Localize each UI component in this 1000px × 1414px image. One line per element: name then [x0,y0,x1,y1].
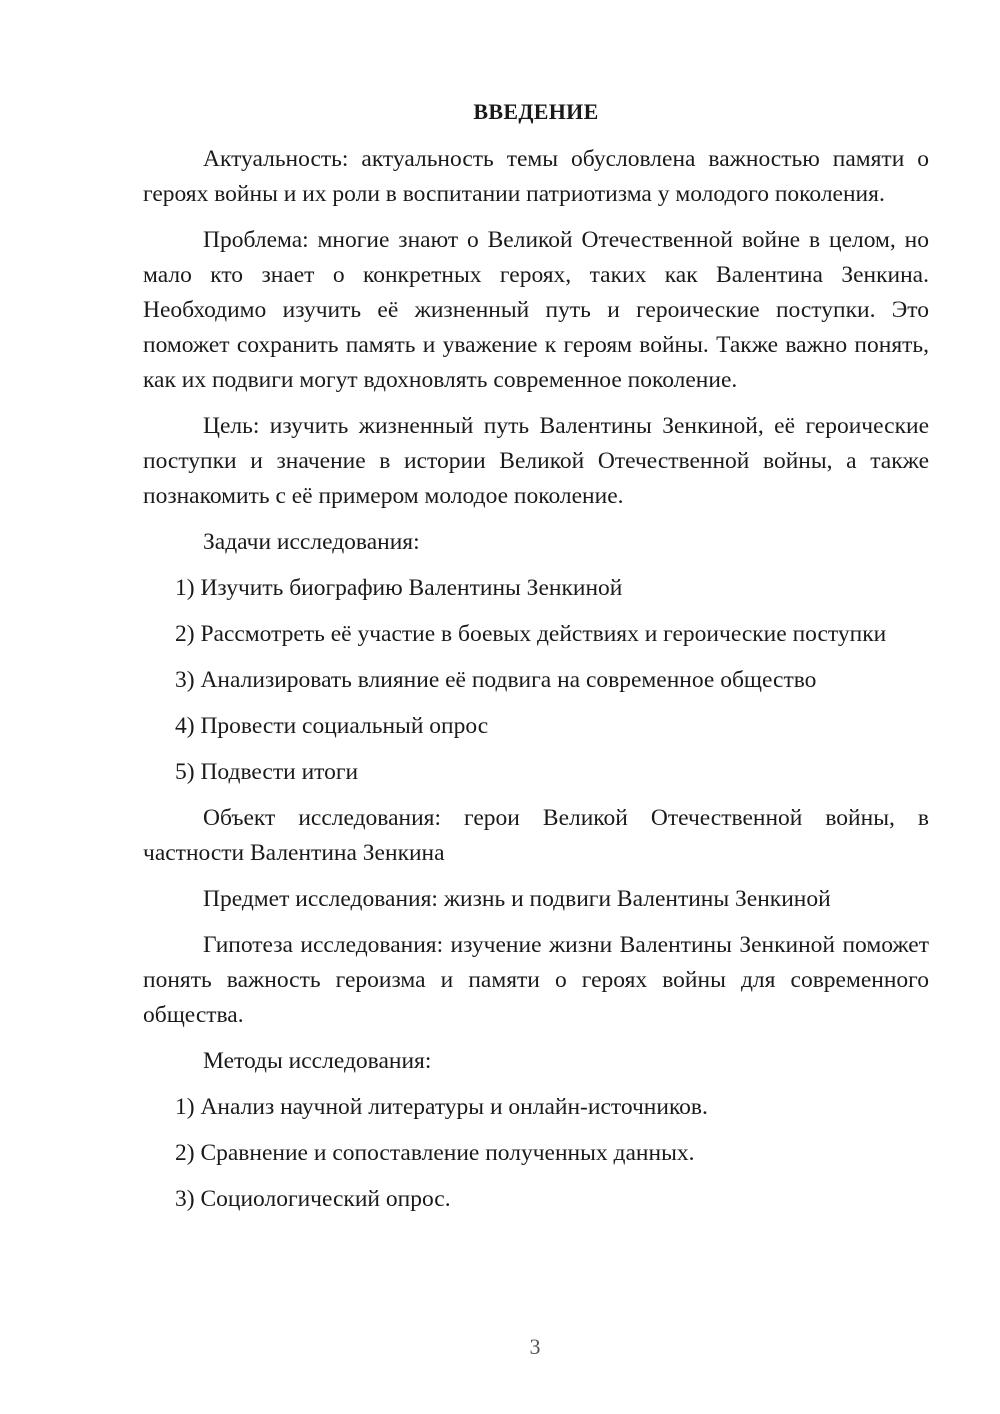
tasks-list [143,571,929,790]
list-item: 2) Рассмотреть её участие в боевых действиях и героические поступки [175,621,887,647]
goal-paragraph: Цель: изучить жизненный путь Валентины Зенкиной, её героические поступки и значение в истории Великой Отечественной войны, а также познакомить с её примером молодое поколение. [143,413,929,509]
list-item: 3) Социологический опрос. [175,1186,451,1212]
list-item: 2) Сравнение и сопоставление полученных данных. [175,1140,695,1166]
page-number: 3 [529,1334,541,1359]
relevance-paragraph: Актуальность: актуальность темы обусловлена важностью памяти о героях войны и их роли в воспитании патриотизма у молодого поколения. [143,146,929,207]
list-item: 1) Анализ научной литературы и онлайн-источников. [175,1094,708,1120]
hypothesis-paragraph: Гипотеза исследования: изучение жизни Валентины Зенкиной поможет понять важность героизма и памяти о героях войны для современного общества. [143,932,929,1028]
list-item: 4) Провести социальный опрос [175,713,489,739]
object-paragraph: Объект исследования: герои Великой Отечественной войны, в частности Валентина Зенкина [143,805,929,866]
document-title: ВВЕДЕНИЕ [473,99,599,124]
list-item: 5) Подвести итоги [175,759,359,785]
document-page [143,94,929,1228]
list-item: 1) Изучить биографию Валентины Зенкиной [175,575,623,601]
tasks-heading: Задачи исследования: [203,529,420,555]
problem-paragraph: Проблема: многие знают о Великой Отечественной войне в целом, но мало кто знает о конкретных героях, таких как Валентина Зенкина. Необходимо изучить её жизненный путь и героические поступки. Это поможет сохранить память и уважение к героям войны. Также важно понять, как их подвиги могут вдохновлять современное поколение. [143,227,929,393]
list-item: 3) Анализировать влияние её подвига на современное общество [175,667,817,693]
methods-list [143,1090,929,1217]
subject-paragraph: Предмет исследования: жизнь и подвиги Валентины Зенкиной [203,886,831,912]
methods-heading: Методы исследования: [203,1048,432,1074]
